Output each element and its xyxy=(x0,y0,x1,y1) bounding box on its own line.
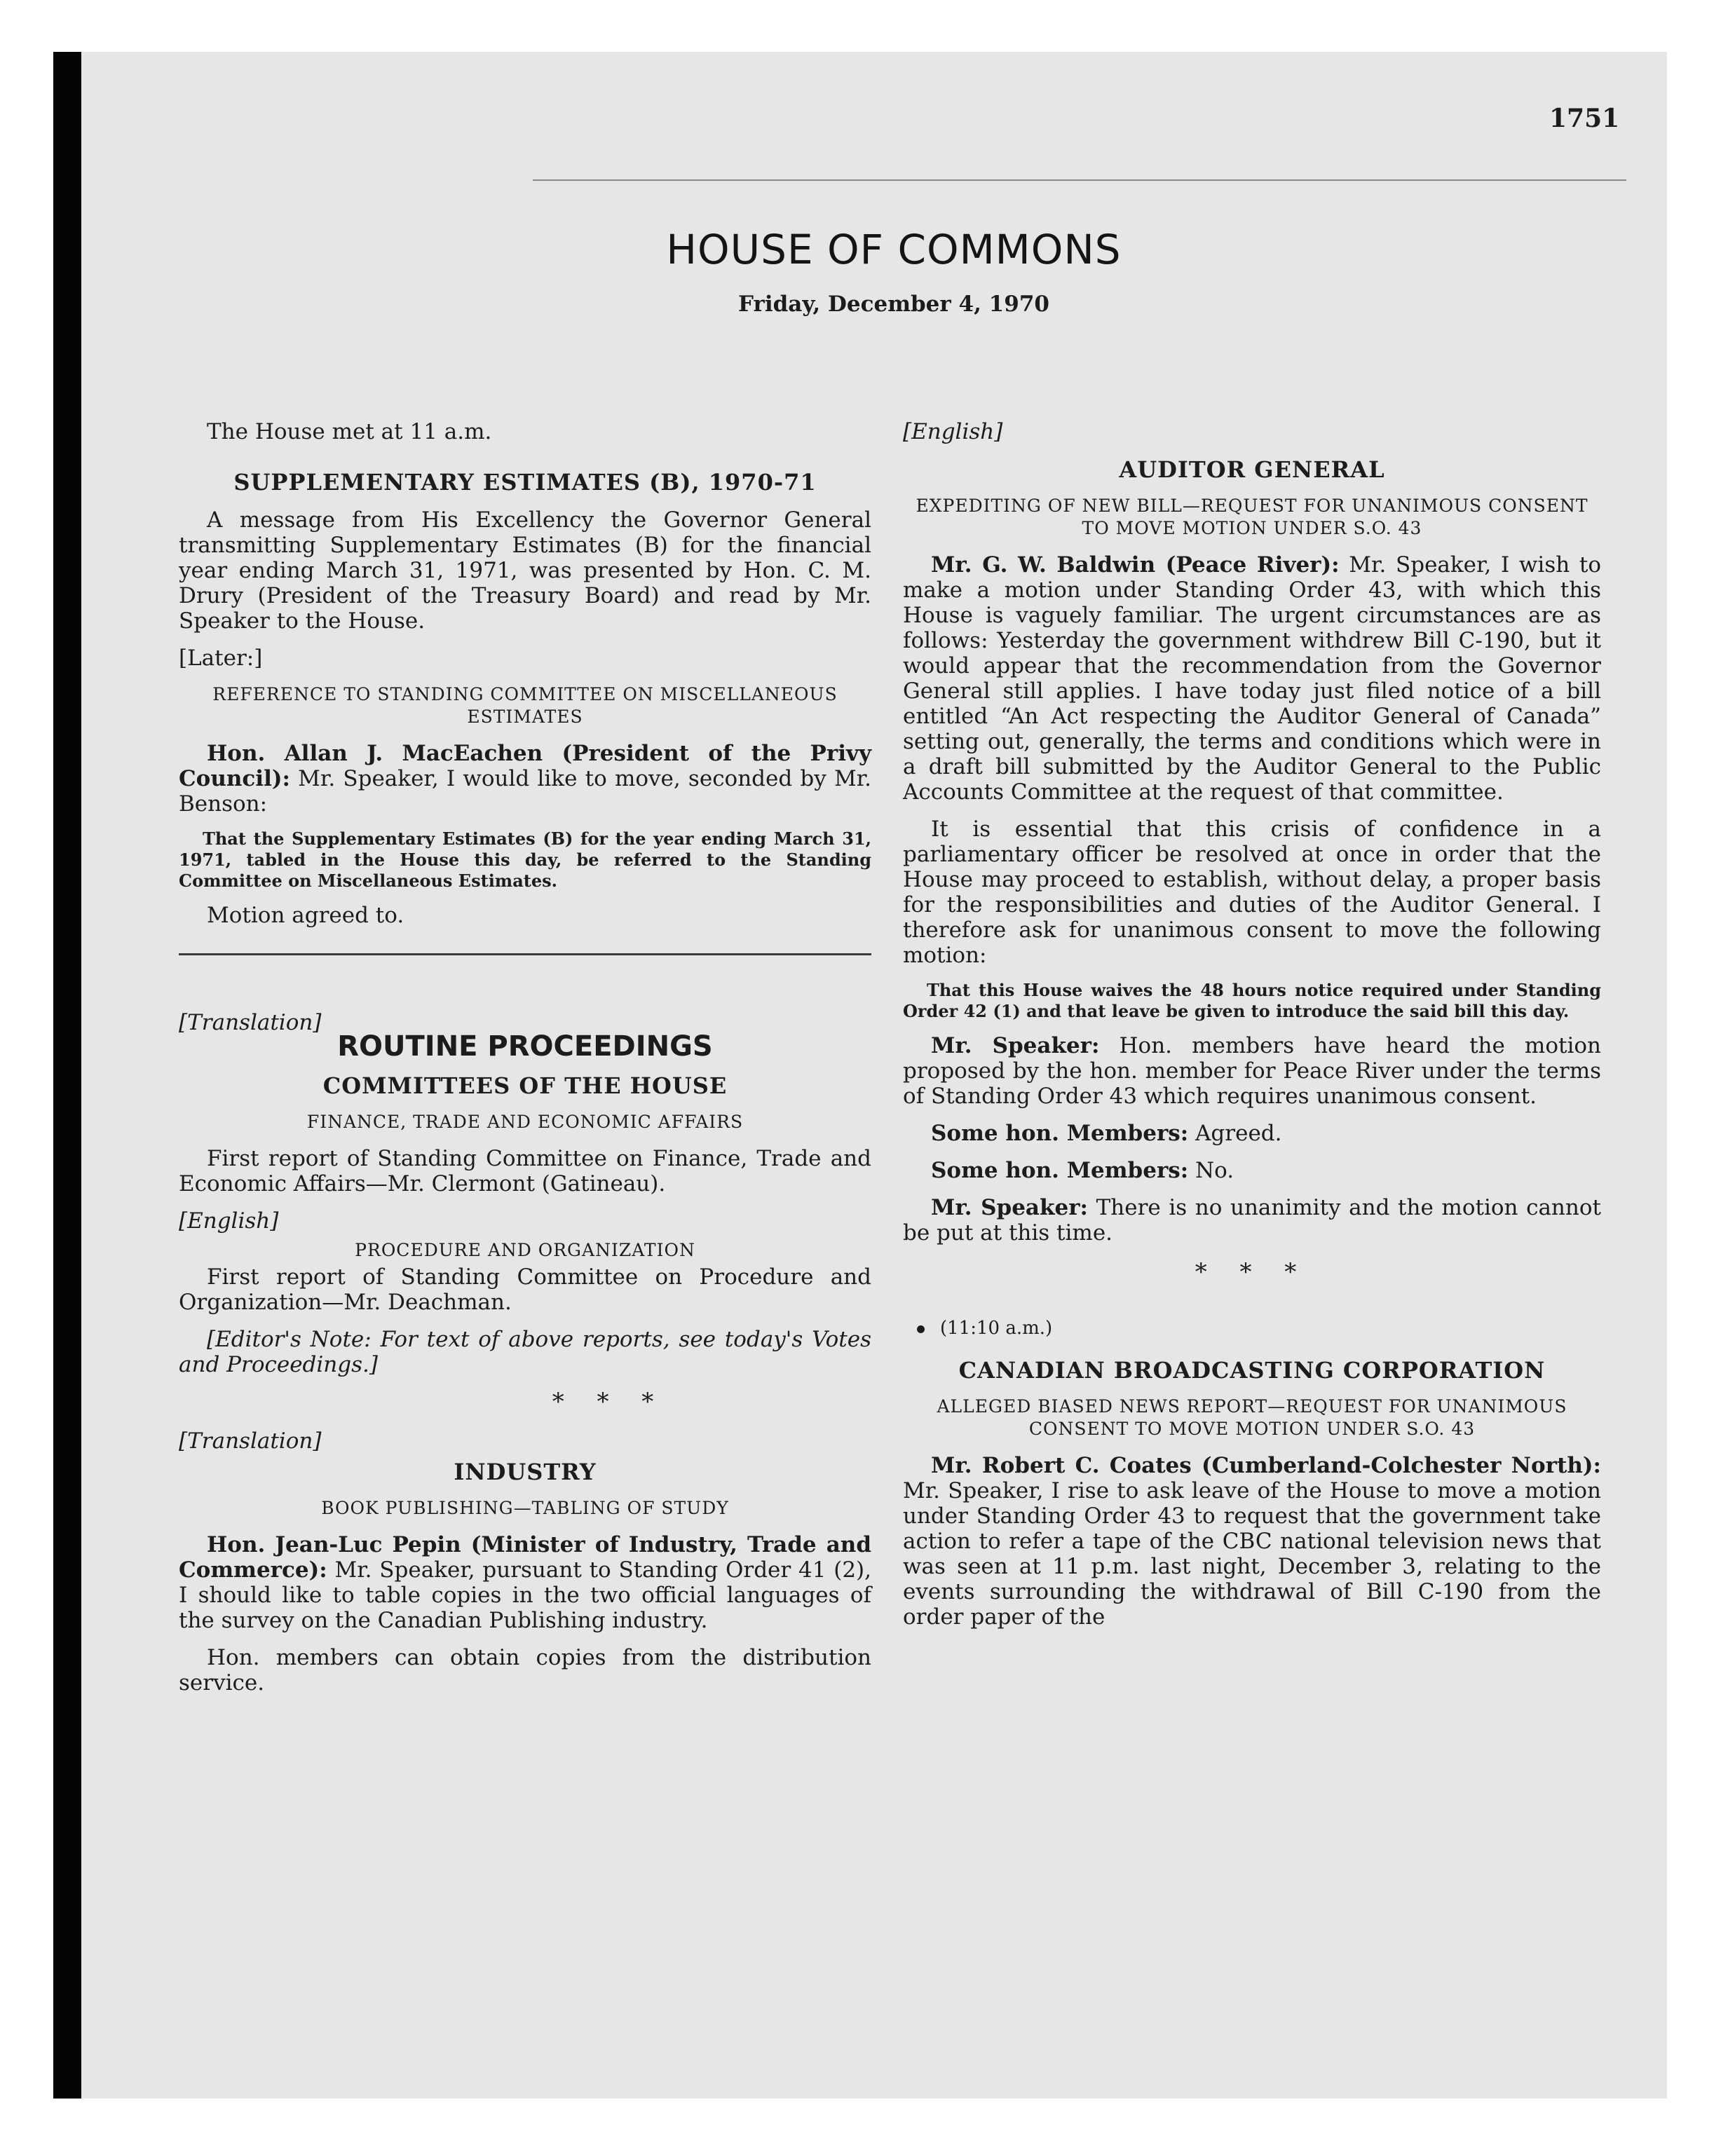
header-rule xyxy=(533,179,1626,181)
finance-subheading: FINANCE, TRADE AND ECONOMIC AFFAIRS xyxy=(306,1112,744,1132)
supplementary-message: A message from His Excellency the Governor General transmitting Supplementary Estimates (B) for the financial year ending March 31, 1971, was presented by Hon. C. M. Drury (President of the Treasury Board) and read by Mr. Speaker to the House. xyxy=(179,507,871,634)
cbc-heading: CANADIAN BROADCASTING CORPORATION xyxy=(958,1357,1546,1384)
auditor-general-heading: AUDITOR GENERAL xyxy=(1119,456,1385,483)
members-text-2: No. xyxy=(1188,1158,1234,1183)
maceachen-speech xyxy=(179,741,871,817)
translation-tag-2: [Translation] xyxy=(179,1428,322,1454)
english-tag-2: [English] xyxy=(903,419,1003,444)
speaker-name-2: Mr. Speaker: xyxy=(931,1195,1088,1220)
maceachen-speaker: Hon. Allan J. MacEachen (President of the Privy Council): xyxy=(179,741,871,791)
binding-edge xyxy=(53,52,81,2099)
right-column xyxy=(903,419,1601,1642)
pepin-text: Mr. Speaker, pursuant to Standing Order 41 (2), I should like to table copies in the two official languages of the survey on the Canadian Publishing industry. xyxy=(179,1557,871,1633)
baldwin-speech-continued: It is essential that this crisis of confidence in a parliamentary officer be resolved at once in order that the House may proceed to establish, without delay, a proper basis for the responsibilities and duties of the Auditor General. I therefore ask for unanimous consent to move the following motion: xyxy=(903,817,1601,968)
supplementary-estimates-heading: SUPPLEMENTARY ESTIMATES (B), 1970-71 xyxy=(233,469,817,496)
time-stamp-text: (11:10 a.m.) xyxy=(940,1318,1053,1339)
separator-stars-1: * * * xyxy=(552,1388,667,1416)
reference-subheading: REFERENCE TO STANDING COMMITTEE ON MISCELLANEOUS ESTIMATES xyxy=(212,684,838,727)
speaker-text-1: Hon. members have heard the motion proposed by the hon. member for Peace River under the terms of Standing Order 43 which requires unanimous consent. xyxy=(903,1033,1601,1109)
speaker-text-2: There is no unanimity and the motion cannot be put at this time. xyxy=(903,1195,1601,1246)
procedure-subheading: PROCEDURE AND ORGANIZATION xyxy=(355,1240,695,1260)
routine-proceedings-heading: ROUTINE PROCEEDINGS xyxy=(337,1030,713,1063)
finance-report: First report of Standing Committee on Finance, Trade and Economic Affairs—Mr. Clermont (Gatineau). xyxy=(179,1146,871,1196)
speaker-statement-1 xyxy=(903,1033,1601,1109)
coates-text: Mr. Speaker, I rise to ask leave of the House to move a motion under Standing Order 43 to request that the government take action to refer a tape of the CBC national television news that was seen at 11 p.m. last night, December 3, relating to the events surrounding the withdrawal of Bill C-190 from the order paper of the xyxy=(903,1478,1601,1630)
translation-tag-1: [Translation] xyxy=(179,1010,322,1035)
page-title: HOUSE OF COMMONS xyxy=(666,226,1122,273)
coates-speaker: Mr. Robert C. Coates (Cumberland-Colchester North): xyxy=(931,1453,1601,1478)
baldwin-text: Mr. Speaker, I wish to make a motion under Standing Order 43, with which this House is vaguely familiar. The urgent circumstances are as follows: Yesterday the government withdrew Bill C-190, but it would appear that the recommendation from the Governor General still applies. I have today just filed notice of a bill entitled “An Act respecting the Auditor General of Canada” setting out, generally, the terms and conditions which were in a draft bill submitted by the Auditor General to the Public Accounts Committee at the request of that committee. xyxy=(903,552,1602,805)
members-name-1: Some hon. Members: xyxy=(931,1121,1189,1146)
motion-agreed: Motion agreed to. xyxy=(207,903,404,928)
members-response-1 xyxy=(903,1121,1601,1146)
pepin-speaker: Hon. Jean-Luc Pepin (Minister of Industry, Trade and Commerce): xyxy=(179,1532,871,1583)
procedure-report: First report of Standing Committee on Procedure and Organization—Mr. Deachman. xyxy=(179,1264,871,1315)
coates-speech xyxy=(903,1453,1601,1630)
maceachen-text: Mr. Speaker, I would like to move, seconded by Mr. Benson: xyxy=(179,766,871,817)
english-tag-1: [English] xyxy=(179,1208,279,1234)
maceachen-motion: That the Supplementary Estimates (B) for the year ending March 31, 1971, tabled in the House this day, be referred to the Standing Committee on Miscellaneous Estimates. xyxy=(179,828,871,891)
expediting-subheading: EXPEDITING OF NEW BILL—REQUEST FOR UNANIMOUS CONSENT TO MOVE MOTION UNDER S.O. 43 xyxy=(916,496,1588,538)
speaker-name-1: Mr. Speaker: xyxy=(931,1033,1100,1058)
book-publishing-subheading: BOOK PUBLISHING—TABLING OF STUDY xyxy=(321,1498,729,1518)
speaker-statement-2 xyxy=(903,1195,1601,1246)
section-divider xyxy=(179,953,871,955)
baldwin-speaker: Mr. G. W. Baldwin (Peace River): xyxy=(931,552,1340,578)
opening-line: The House met at 11 a.m. xyxy=(207,419,492,444)
members-name-2: Some hon. Members: xyxy=(931,1158,1189,1183)
members-response-2 xyxy=(903,1158,1601,1183)
later-tag: [Later:] xyxy=(179,646,263,671)
left-column xyxy=(179,419,871,1707)
pepin-speech xyxy=(179,1532,871,1633)
sitting-date: Friday, December 4, 1970 xyxy=(738,292,1049,317)
baldwin-motion: That this House waives the 48 hours notice required under Standing Order 42 (1) and that leave be given to introduce the said bill this day. xyxy=(903,980,1601,1021)
time-stamp xyxy=(917,1316,1601,1341)
editors-note: [Editor's Note: For text of above reports, see today's Votes and Proceedings.] xyxy=(179,1327,871,1377)
members-text-1: Agreed. xyxy=(1188,1121,1282,1146)
baldwin-speech xyxy=(903,552,1601,805)
industry-heading: INDUSTRY xyxy=(454,1459,597,1485)
page-number: 1751 xyxy=(1549,104,1620,133)
alleged-report-subheading: ALLEGED BIASED NEWS REPORT—REQUEST FOR UNANIMOUS CONSENT TO MOVE MOTION UNDER S.O. 43 xyxy=(937,1396,1567,1439)
separator-stars-2: * * * xyxy=(1195,1258,1309,1286)
bullet-icon xyxy=(917,1325,925,1333)
committees-heading: COMMITTEES OF THE HOUSE xyxy=(322,1072,728,1099)
pepin-distribution: Hon. members can obtain copies from the distribution service. xyxy=(179,1645,871,1696)
